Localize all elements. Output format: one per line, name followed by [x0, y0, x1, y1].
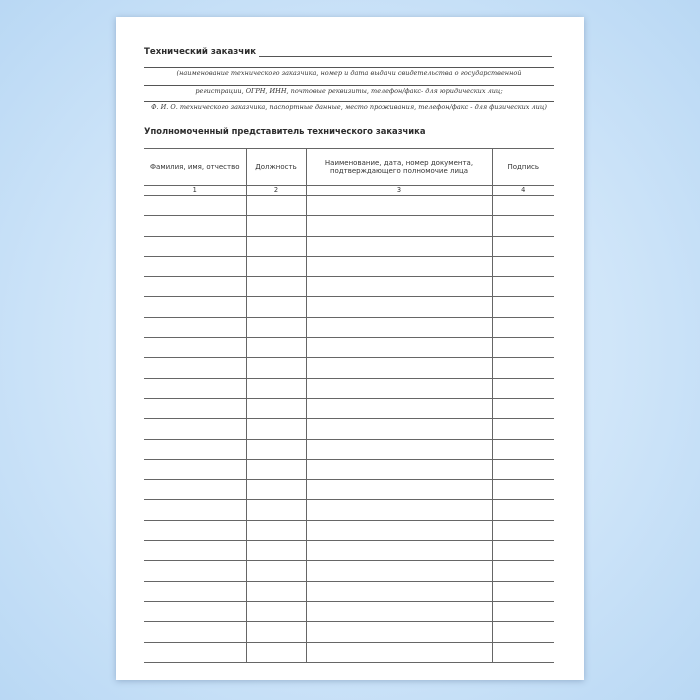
table-cell[interactable]: [246, 196, 306, 216]
table-row: [144, 581, 554, 601]
table-cell[interactable]: [246, 500, 306, 520]
table-cell[interactable]: [492, 601, 554, 621]
table-cell[interactable]: [306, 358, 492, 378]
title-fill-line[interactable]: [259, 47, 552, 57]
table-cell[interactable]: [246, 439, 306, 459]
table-cell[interactable]: [246, 419, 306, 439]
table-cell[interactable]: [144, 338, 246, 358]
table-header-row: [144, 149, 554, 186]
table-cell[interactable]: [306, 601, 492, 621]
table-cell[interactable]: [306, 297, 492, 317]
table-cell[interactable]: [492, 358, 554, 378]
table-cell[interactable]: [246, 216, 306, 236]
table-cell[interactable]: [246, 520, 306, 540]
table-cell[interactable]: [144, 378, 246, 398]
table-cell[interactable]: [246, 601, 306, 621]
column-header-document: Наименование, дата, номер документа, подтверждающего полномочие лица: [306, 149, 492, 186]
table-cell[interactable]: [306, 480, 492, 500]
table-cell[interactable]: [492, 541, 554, 561]
table-cell[interactable]: [492, 196, 554, 216]
table-cell[interactable]: [492, 236, 554, 256]
table-cell[interactable]: [306, 338, 492, 358]
table-cell[interactable]: [246, 398, 306, 418]
table-row: [144, 236, 554, 256]
fill-line[interactable]: [144, 67, 554, 68]
column-number: 3: [306, 186, 492, 196]
column-number: 1: [144, 186, 246, 196]
table-cell[interactable]: [144, 642, 246, 662]
table-cell[interactable]: [246, 480, 306, 500]
table-cell[interactable]: [306, 642, 492, 662]
table-row: [144, 642, 554, 662]
table-row: [144, 561, 554, 581]
hint-text: (наименование технического заказчика, номер и дата выдачи свидетельства о государственной: [176, 69, 522, 77]
table-cell[interactable]: [306, 256, 492, 276]
fill-line[interactable]: [144, 101, 554, 102]
table-row: [144, 439, 554, 459]
table-row: [144, 358, 554, 378]
representative-table: [144, 148, 554, 663]
table-row: [144, 500, 554, 520]
table-cell[interactable]: [144, 419, 246, 439]
table-cell[interactable]: [306, 459, 492, 479]
column-header-name: Фамилия, имя, отчество: [144, 149, 246, 186]
section-title: Уполномоченный представитель технического заказчика: [144, 126, 426, 136]
table-cell[interactable]: [144, 317, 246, 337]
table-cell[interactable]: [492, 480, 554, 500]
table-cell[interactable]: [492, 317, 554, 337]
table-cell[interactable]: [492, 561, 554, 581]
table-row: [144, 256, 554, 276]
hint-text: Ф. И. О. технического заказчика, паспортные данные, место проживания, телефон/факс - для физических лиц): [151, 103, 547, 111]
table-cell[interactable]: [492, 338, 554, 358]
table-cell[interactable]: [306, 419, 492, 439]
table-cell[interactable]: [492, 419, 554, 439]
table-cell[interactable]: [492, 439, 554, 459]
table-cell[interactable]: [246, 236, 306, 256]
table-row: [144, 378, 554, 398]
table-cell[interactable]: [306, 581, 492, 601]
table-row: [144, 622, 554, 642]
table-cell[interactable]: [144, 541, 246, 561]
table-cell[interactable]: [492, 297, 554, 317]
table-cell[interactable]: [246, 358, 306, 378]
table-cell[interactable]: [306, 439, 492, 459]
column-number-row: [144, 186, 554, 196]
table-cell[interactable]: [492, 378, 554, 398]
table-cell[interactable]: [492, 256, 554, 276]
table-cell[interactable]: [306, 541, 492, 561]
table-row: [144, 419, 554, 439]
table-cell[interactable]: [144, 520, 246, 540]
table-cell[interactable]: [144, 277, 246, 297]
table-cell[interactable]: [144, 561, 246, 581]
table-row: [144, 317, 554, 337]
table-cell[interactable]: [306, 216, 492, 236]
title-row: [144, 47, 552, 57]
table-row: [144, 196, 554, 216]
table-cell[interactable]: [306, 398, 492, 418]
table-cell[interactable]: [144, 196, 246, 216]
table-cell[interactable]: [144, 500, 246, 520]
table-row: [144, 480, 554, 500]
column-number: 4: [492, 186, 554, 196]
table-cell[interactable]: [144, 398, 246, 418]
table-cell[interactable]: [306, 500, 492, 520]
table-cell[interactable]: [246, 581, 306, 601]
table-cell[interactable]: [246, 297, 306, 317]
table-cell[interactable]: [306, 561, 492, 581]
table-cell[interactable]: [144, 216, 246, 236]
table-cell[interactable]: [246, 459, 306, 479]
table-cell[interactable]: [144, 480, 246, 500]
table-cell[interactable]: [306, 378, 492, 398]
table-cell[interactable]: [246, 317, 306, 337]
table-cell[interactable]: [492, 622, 554, 642]
table-cell[interactable]: [492, 277, 554, 297]
table-cell[interactable]: [144, 439, 246, 459]
fill-line[interactable]: [144, 85, 554, 86]
table-row: [144, 297, 554, 317]
table-cell[interactable]: [492, 642, 554, 662]
hint-text: регистрации, ОГРН, ИНН, почтовые реквизиты, телефон/факс- для юридических лиц;: [195, 87, 503, 95]
table-cell[interactable]: [306, 520, 492, 540]
table-cell[interactable]: [306, 196, 492, 216]
table-cell[interactable]: [246, 541, 306, 561]
table-cell[interactable]: [492, 581, 554, 601]
table-cell[interactable]: [246, 338, 306, 358]
table-cell[interactable]: [144, 236, 246, 256]
table-cell[interactable]: [306, 236, 492, 256]
table-cell[interactable]: [144, 297, 246, 317]
table-cell[interactable]: [246, 561, 306, 581]
table-cell[interactable]: [246, 256, 306, 276]
column-number: 2: [246, 186, 306, 196]
table-cell[interactable]: [246, 622, 306, 642]
table-cell[interactable]: [144, 581, 246, 601]
table-cell[interactable]: [306, 622, 492, 642]
document-title: Технический заказчик: [144, 47, 257, 57]
table-cell[interactable]: [144, 256, 246, 276]
table-cell[interactable]: [306, 277, 492, 297]
document-page: [116, 17, 584, 680]
table-row: [144, 541, 554, 561]
table-cell[interactable]: [246, 277, 306, 297]
table-cell[interactable]: [492, 398, 554, 418]
table-cell[interactable]: [492, 216, 554, 236]
table-cell[interactable]: [144, 622, 246, 642]
table-cell[interactable]: [246, 378, 306, 398]
table-row: [144, 459, 554, 479]
table-row: [144, 520, 554, 540]
table-row: [144, 277, 554, 297]
table-row: [144, 601, 554, 621]
table-cell[interactable]: [492, 459, 554, 479]
table-cell[interactable]: [246, 642, 306, 662]
table-cell[interactable]: [144, 459, 246, 479]
table-row: [144, 398, 554, 418]
table-cell[interactable]: [144, 358, 246, 378]
table-row: [144, 338, 554, 358]
column-header-signature: Подпись: [492, 149, 554, 186]
table-row: [144, 216, 554, 236]
table-cell[interactable]: [306, 317, 492, 337]
table-cell[interactable]: [144, 601, 246, 621]
table-cell[interactable]: [492, 520, 554, 540]
column-header-position: Должность: [246, 149, 306, 186]
table-cell[interactable]: [492, 500, 554, 520]
